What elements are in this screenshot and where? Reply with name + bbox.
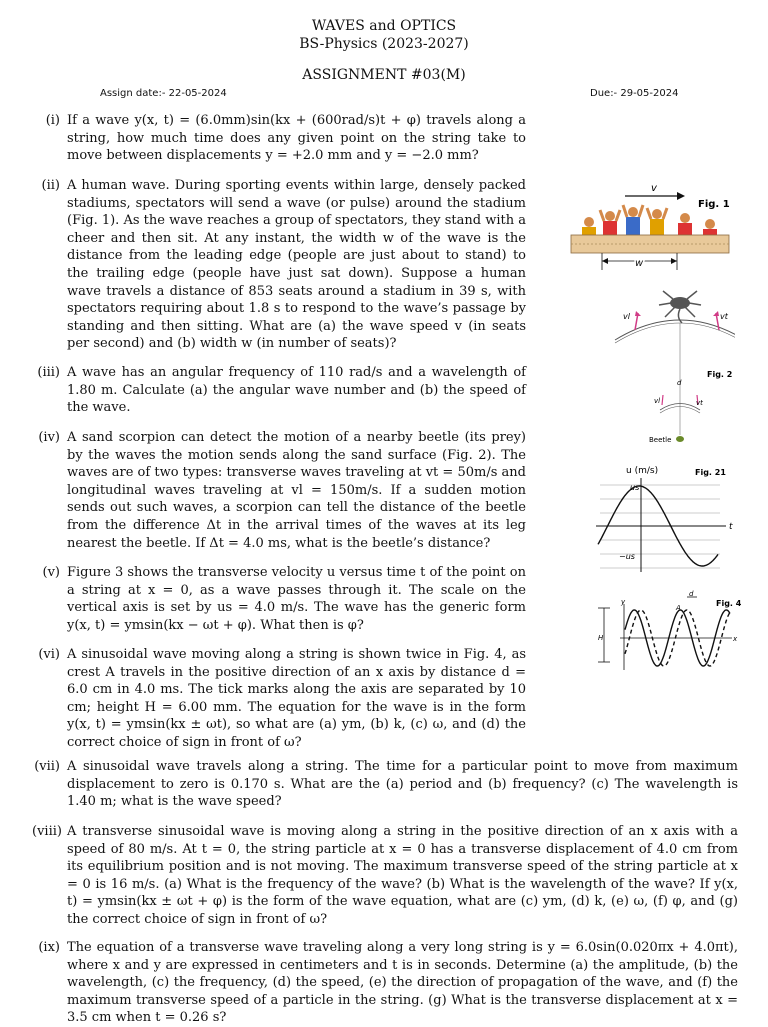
- fig2-vt-top: vt: [720, 312, 728, 321]
- spectators-illustration: [582, 205, 717, 237]
- assign-date: Assign date:- 22-05-2024: [100, 88, 227, 99]
- question-number: (ii): [41, 178, 60, 193]
- fig1-width-label: w: [635, 258, 644, 269]
- question-number: (vi): [38, 647, 60, 662]
- question-3: [32, 364, 526, 417]
- assignment-title: ASSIGNMENT #03(M): [302, 67, 466, 83]
- fig2-vl-bottom: vl: [654, 397, 661, 405]
- fig2-vl-top: vl: [623, 312, 630, 321]
- question-text: The equation of a transverse wave traveling along a very long string is y = 6.0sin(0.020πx + 4.0πt), where x and y are expressed in centimeters and t is in seconds. Determine (a) the amplitude, (b) the wavelength, (c) the frequency, (d) the speed, (e) the direction of propagation of the wave, and (f) the maximum transverse speed of a particle in the string. (g) What is the transverse displacement at x = 3.5 cm when t = 0.26 s?: [67, 940, 738, 1026]
- question-text: A sinusoidal wave moving along a string is shown twice in Fig. 4, as crest A travels in the positive direction of an x axis by distance d = 6.0 cm in 4.0 ms. The tick marks along the axis are separated by 10 cm; height H = 6.00 mm. The equation for the wave is in the form y(x, t) = ymsin(kx ± ωt), so what are (a) ym, (b) k, (c) ω, and (d) the correct choice of sign in front of ω?: [67, 647, 526, 750]
- question-text: A sinusoidal wave travels along a string. The time for a particular point to move from maximum displacement to zero is 0.170 s. What are the (a) period and (b) frequency? (c) The wavelength is 1.40 m; what is the wave speed?: [67, 759, 738, 810]
- fig3-label: Fig. 21: [695, 468, 726, 477]
- question-7: [32, 758, 738, 811]
- course-title: WAVES and OPTICS: [311, 18, 457, 34]
- question-number: (ix): [38, 940, 60, 955]
- question-text: If a wave y(x, t) = (6.0mm)sin(kx + (600rad/s)t + φ) travels along a string, how much time does any given point on the string take to move between displacements y = +2.0 mm and y = −2.0 mm?: [67, 113, 526, 164]
- question-number: (viii): [32, 824, 62, 839]
- question-number: (iv): [38, 430, 60, 445]
- question-1: [32, 112, 526, 165]
- fig4-A-label: A: [676, 604, 681, 612]
- figure-3-velocity-time: [592, 460, 742, 575]
- question-8: [32, 823, 738, 929]
- figure-1-stadium-wave: [565, 180, 735, 275]
- fig2-beetle-label: Beetle: [649, 436, 672, 444]
- figure-2-scorpion: [605, 285, 735, 445]
- fig3-neg-us-label: −us: [619, 552, 635, 561]
- due-date: Due:- 29-05-2024: [590, 88, 679, 99]
- fig1-label: Fig. 1: [698, 199, 730, 210]
- fig3-t-label: t: [729, 522, 733, 532]
- fig4-y-label: y: [621, 598, 626, 606]
- question-6: [32, 646, 526, 752]
- fig4-H-label: H: [598, 634, 604, 642]
- question-text: A sand scorpion can detect the motion of a nearby beetle (its prey) by the waves the motion sends along the sand surface (Fig. 2). The waves are of two types: transverse waves traveling at vt = 50m/s and longitudinal waves traveling at vl = 150m/s. If a sudden motion sends out such waves, a scorpion can tell the distance of the beetle from the difference Δt in the arrival times of the waves at its leg nearest the beetle. If Δt = 4.0 ms, what is the beetle’s distance?: [67, 430, 526, 551]
- question-number: (v): [42, 565, 60, 580]
- scorpion-illustration: [659, 291, 701, 323]
- fig1-velocity-label: v: [651, 183, 657, 194]
- question-4: [32, 429, 526, 552]
- question-text: Figure 3 shows the transverse velocity u versus time t of the point on a string at x = 0, as a wave passes through it. The scale on the vertical axis is set by us = 4.0 m/s. The wave has the generic form y(x, t) = ymsin(kx − ωt + φ). What then is φ?: [67, 565, 526, 633]
- stadium-stands: [571, 235, 729, 253]
- question-5: [32, 564, 526, 634]
- fig4-x-label: x: [733, 635, 738, 643]
- question-9: [32, 939, 738, 1027]
- question-text: A transverse sinusoidal wave is moving along a string in the positive direction of an x axis with a speed of 80 m/s. At t = 0, the string particle at x = 0 has a transverse displacement of 4.0 cm from its equilibrium position and is not moving. The maximum transverse speed of the string particle at x = 0 is 16 m/s. (a) What is the frequency of the wave? (b) What is the wavelength of the wave? If y(x, t) = ymsin(kx ± ωt + φ) is the form of the wave equation, what are (c) ym, (d) k, (e) ω, (f) φ, and (g) the correct choice of sign in front of ω?: [67, 824, 738, 927]
- figure-4-two-waves: [592, 590, 742, 680]
- question-number: (vii): [34, 759, 60, 774]
- fig2-label: Fig. 2: [707, 370, 733, 379]
- program-title: BS-Physics (2023-2027): [299, 36, 469, 52]
- fig3-y-axis-label: u (m/s): [626, 466, 659, 476]
- question-text: A human wave. During sporting events within large, densely packed stadiums, spectators will send a wave (or pulse) around the stadium (Fig. 1). As the wave reaches a group of spectators, they stand with a cheer and then sit. At any instant, the width w of the wave is the distance from the leading edge (people are just about to stand) to the trailing edge (people have just sat down). Suppose a human wave travels a distance of 853 seats around a stadium in 39 s, with spectators requiring about 1.8 s to respond to the wave’s passage by standing and then sitting. What are (a) the wave speed v (in seats per second) and (b) width w (in number of seats)?: [67, 178, 526, 352]
- fig4-d-label: d: [689, 590, 694, 598]
- question-number: (iii): [37, 365, 60, 380]
- question-2: [32, 177, 526, 353]
- fig2-vt-bottom: vt: [696, 399, 703, 407]
- beetle-illustration: [676, 436, 684, 442]
- question-text: A wave has an angular frequency of 110 rad/s and a wavelength of 1.80 m. Calculate (a) the angular wave number and (b) the speed of the wave.: [67, 365, 526, 416]
- fig4-label: Fig. 4: [716, 599, 742, 608]
- fig3-us-label: us: [630, 483, 640, 492]
- fig2-distance-label: d: [677, 379, 682, 387]
- question-number: (i): [45, 113, 60, 128]
